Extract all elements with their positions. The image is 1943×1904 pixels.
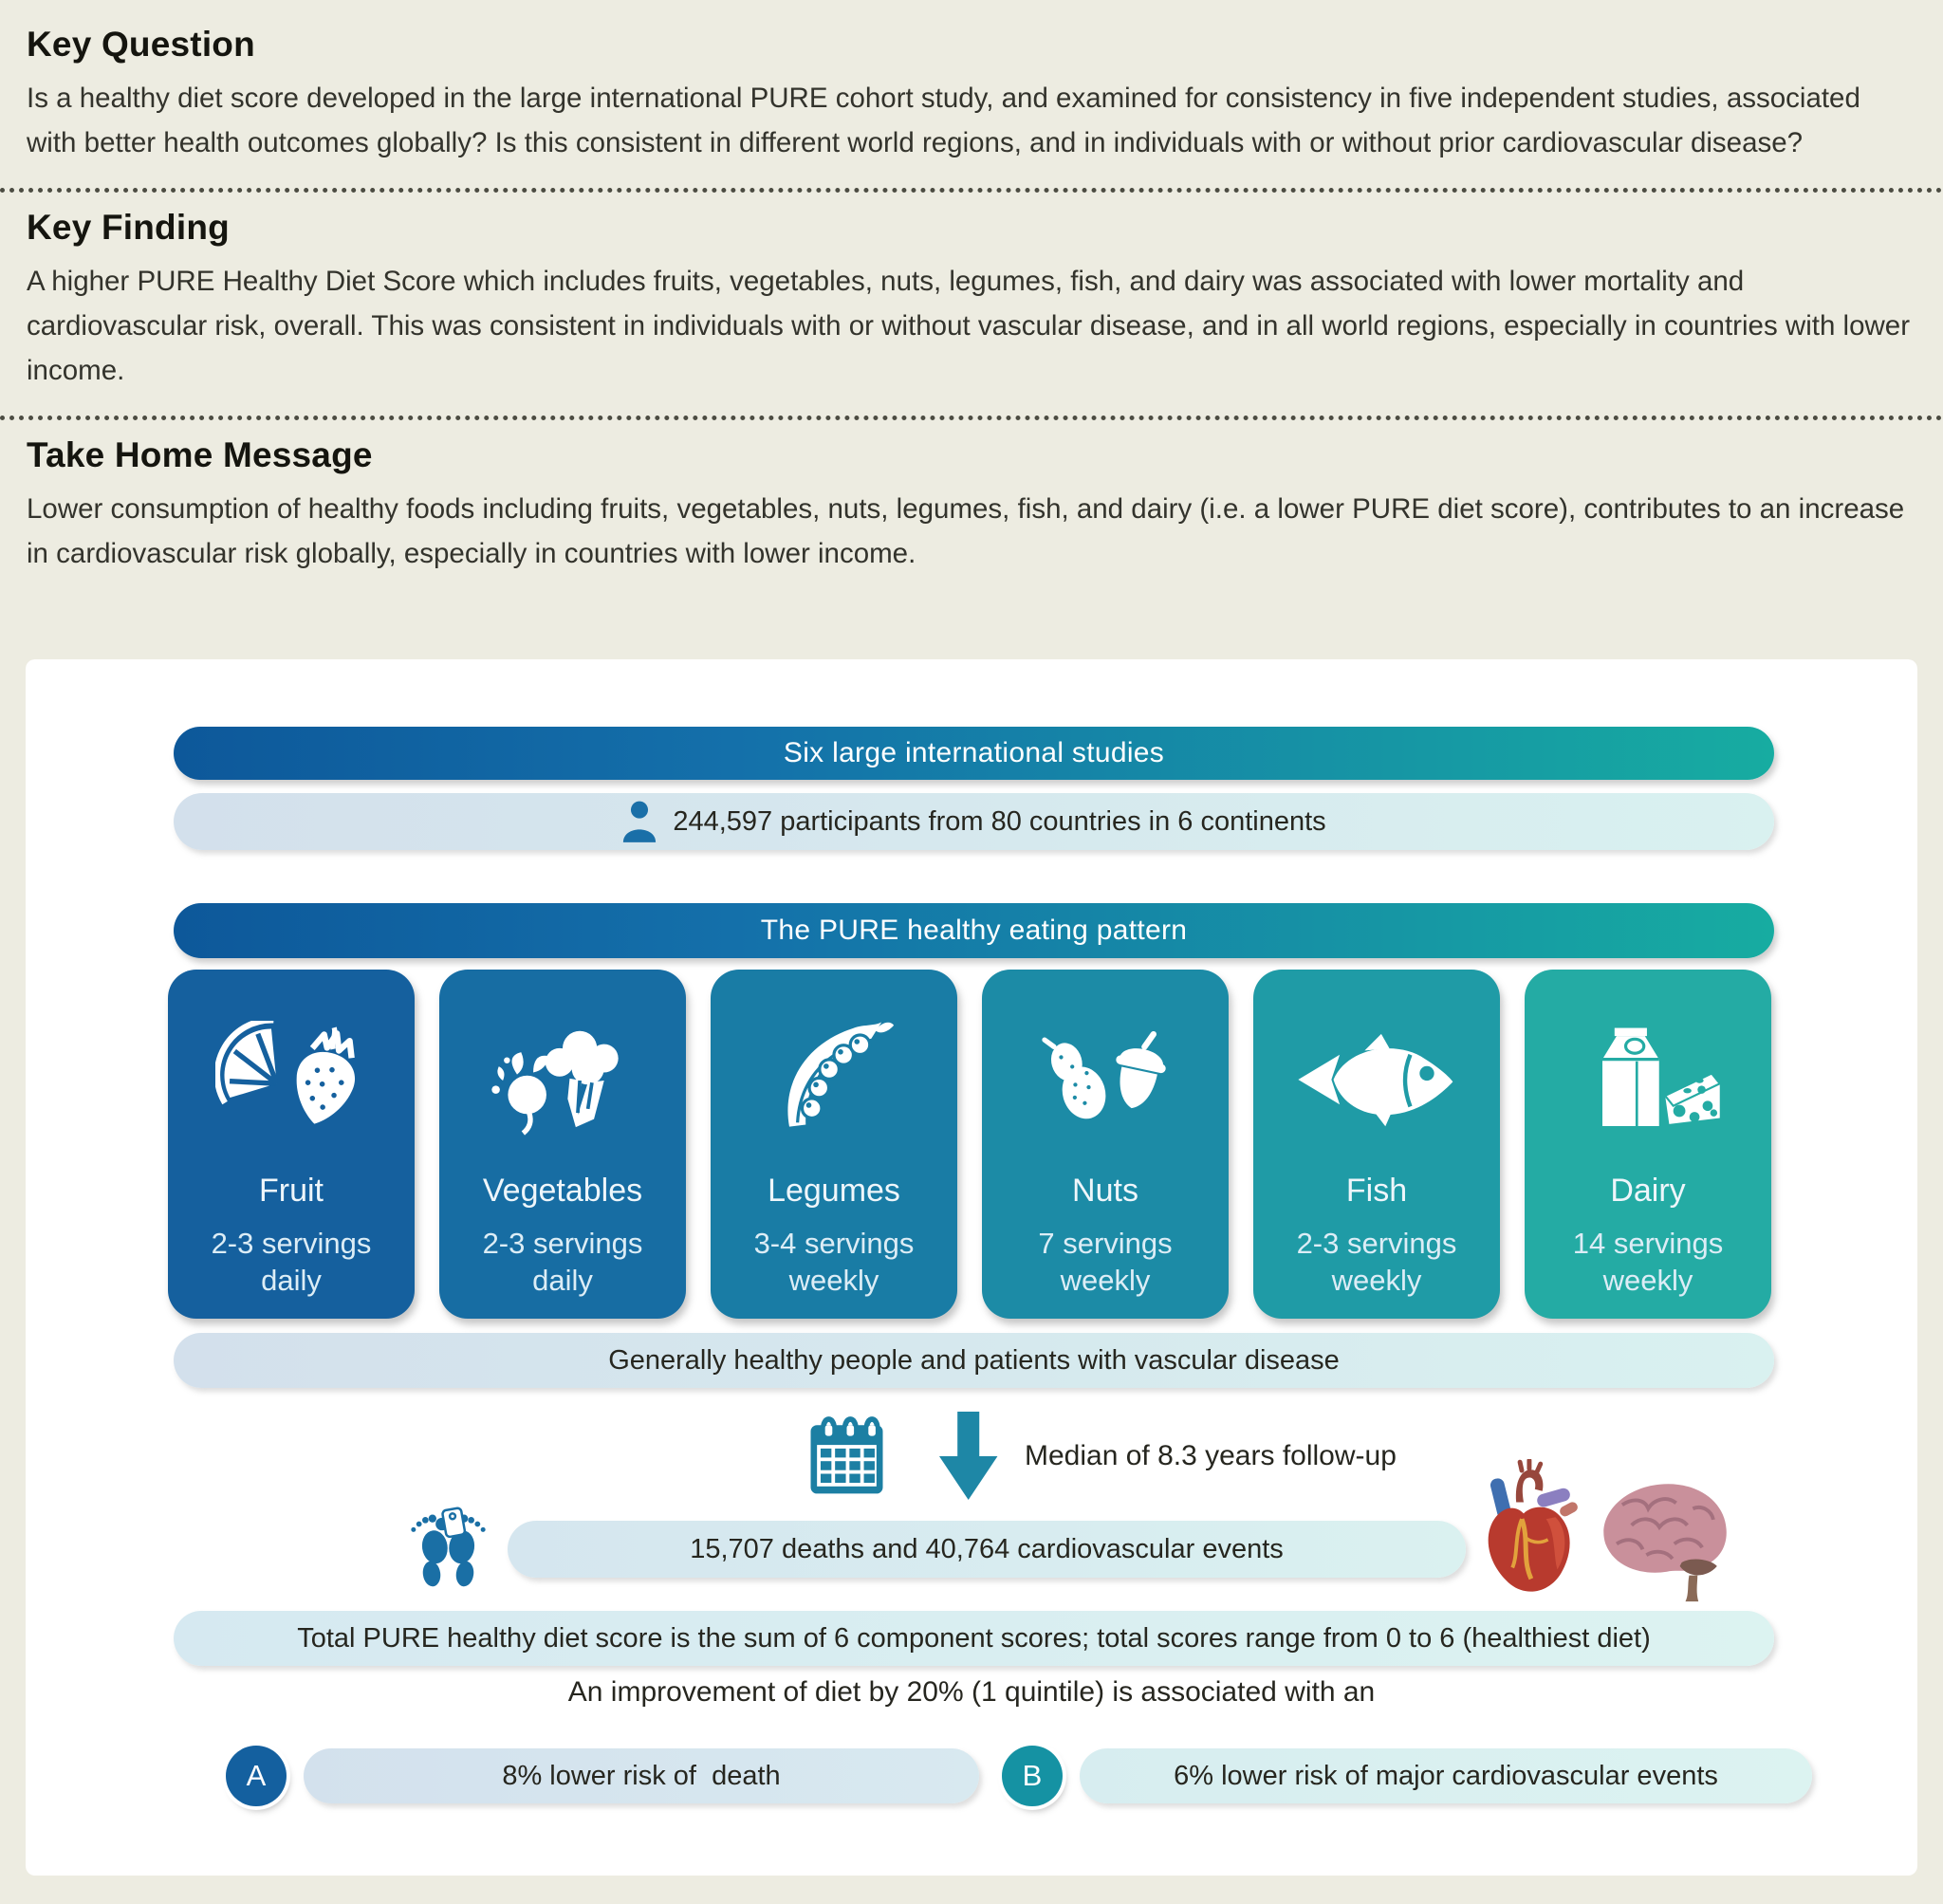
outcome-b-text: 6% lower risk of major cardiovascular events (1174, 1760, 1718, 1791)
food-name: Fish (1345, 1173, 1408, 1209)
outcome-b-pill (1080, 1748, 1812, 1803)
participants-pill (174, 793, 1774, 850)
outcome-a-text: 8% lower risk of death (502, 1760, 781, 1791)
nuts-icon (1029, 987, 1181, 1173)
followup-text: Median of 8.3 years follow-up (1025, 1439, 1397, 1471)
food-name: Fruit (259, 1173, 324, 1209)
outcome-b-label: B (1022, 1759, 1043, 1792)
legumes-icon (770, 987, 898, 1173)
fruit-icon (215, 987, 367, 1173)
outcome-a-badge (226, 1746, 287, 1806)
food-card-legumes (711, 970, 957, 1319)
population-text: Generally healthy people and patients with vascular disease (608, 1344, 1340, 1376)
brain-illustration (1587, 1471, 1739, 1611)
outcome-a-pill (304, 1748, 979, 1803)
food-name: Legumes (768, 1173, 900, 1209)
key-finding-section (27, 208, 1916, 393)
food-servings: 2-3 servings daily (211, 1227, 372, 1297)
food-card-fish (1253, 970, 1500, 1319)
food-name: Dairy (1610, 1173, 1686, 1209)
food-cards-row (168, 970, 1774, 1319)
key-question-section (27, 25, 1916, 165)
take-home-section (27, 435, 1916, 576)
outcome-a-label: A (246, 1759, 267, 1792)
events-pill (508, 1521, 1466, 1578)
studies-banner (174, 727, 1774, 780)
events-text: 15,707 deaths and 40,764 cardiovascular events (690, 1533, 1284, 1564)
intro-section (0, 0, 1943, 576)
take-home-text: Lower consumption of healthy foods including fruits, vegetables, nuts, legumes, fish, and dairy (i.e. a lower PURE diet score), contributes to an increase in cardiovascular risk globally, especially in countries with lower income. (27, 493, 1905, 569)
followup-row (802, 1411, 1397, 1501)
down-arrow-icon (939, 1412, 1000, 1501)
person-icon (621, 800, 657, 843)
pattern-banner (174, 903, 1774, 958)
fish-icon (1294, 987, 1460, 1173)
feet-icon (403, 1498, 493, 1598)
calendar-icon (802, 1411, 892, 1501)
pattern-banner-text: The PURE healthy eating pattern (760, 915, 1188, 946)
food-name: Vegetables (482, 1173, 643, 1209)
food-servings: 2-3 servings daily (482, 1227, 643, 1297)
food-card-vegetables (439, 970, 686, 1319)
heart-illustration (1464, 1459, 1585, 1614)
food-card-dairy (1525, 970, 1771, 1319)
infographic-panel (26, 659, 1917, 1876)
vegetables-icon (487, 987, 638, 1173)
key-question-title: Key Question (27, 25, 255, 64)
food-name: Nuts (1072, 1173, 1138, 1209)
key-finding-text: A higher PURE Healthy Diet Score which includes fruits, vegetables, nuts, legumes, fish, and dairy was associated with lower mortality and cardiovascular risk, overall. This was consistent in individuals with or without vascular disease, and in all world regions, especially in countries with lower income. (27, 266, 1911, 386)
food-card-fruit (168, 970, 415, 1319)
population-pill (174, 1333, 1774, 1388)
key-question-text: Is a healthy diet score developed in the large international PURE cohort study, and examined for consistency in five independent studies, associated with better health outcomes globally? Is this consistent in different world regions, and in individuals with or without prior cardiovascular disease? (27, 83, 1860, 158)
score-text: Total PURE healthy diet score is the sum of 6 component scores; total scores range from 0 to 6 (healthiest diet) (297, 1622, 1651, 1654)
food-card-nuts (982, 970, 1229, 1319)
participants-text: 244,597 participants from 80 countries in 6 continents (673, 805, 1326, 837)
food-servings: 7 servings weekly (1038, 1227, 1173, 1297)
dotted-divider (0, 188, 1943, 193)
food-servings: 3-4 servings weekly (753, 1227, 915, 1297)
food-servings: 2-3 servings weekly (1296, 1227, 1457, 1297)
score-pill (174, 1611, 1774, 1666)
improvement-text: An improvement of diet by 20% (1 quintile) is associated with an (567, 1676, 1376, 1708)
dotted-divider (0, 416, 1943, 420)
dairy-icon (1572, 987, 1724, 1173)
food-servings: 14 servings weekly (1572, 1227, 1724, 1297)
studies-banner-text: Six large international studies (783, 737, 1165, 768)
take-home-title: Take Home Message (27, 435, 373, 474)
key-finding-title: Key Finding (27, 208, 230, 247)
outcome-b-badge (1002, 1746, 1063, 1806)
